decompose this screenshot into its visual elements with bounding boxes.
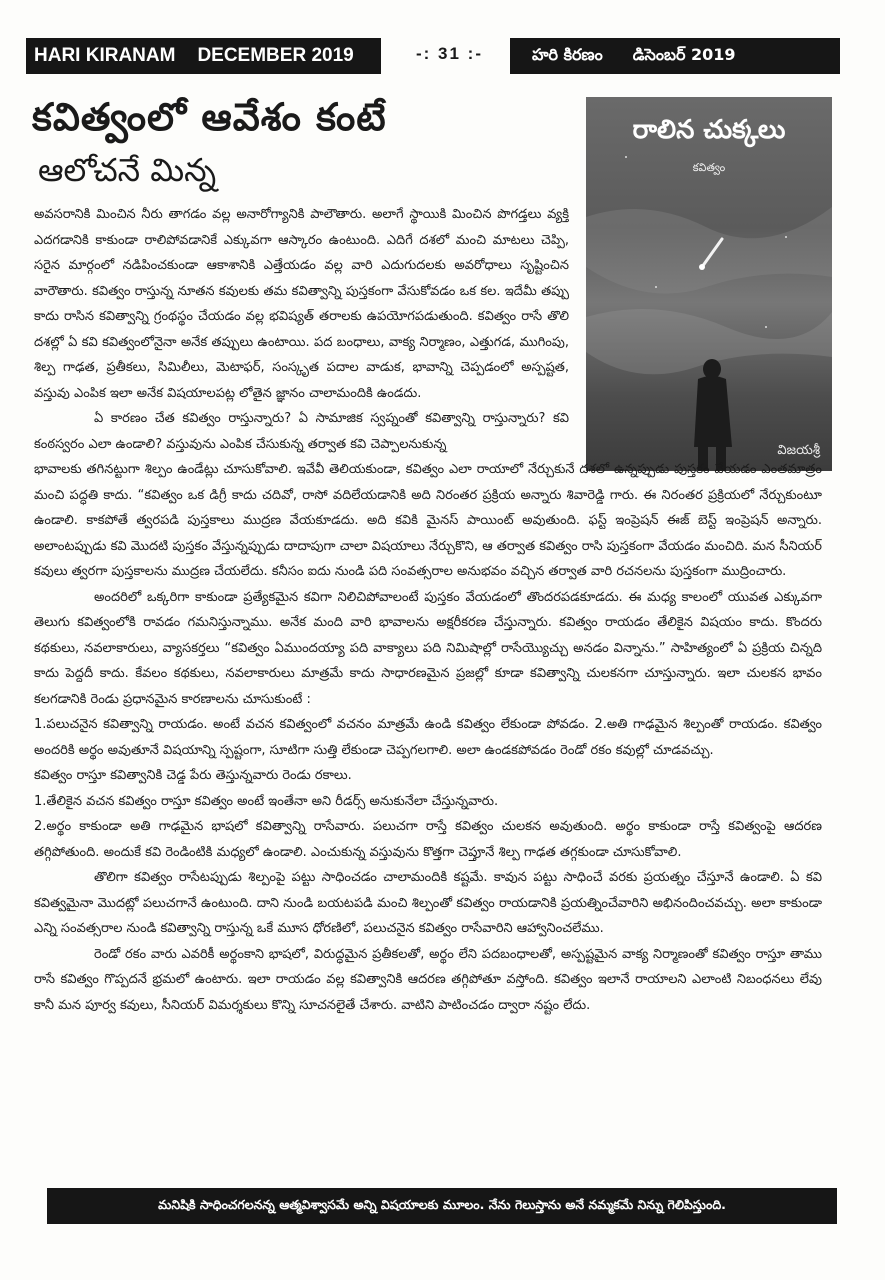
article-title: కవిత్వంలో ఆవేశం కంటే: [32, 95, 387, 139]
paragraph: 1.పలుచనైన కవిత్వాన్ని రాయడం. అంటే వచన కవిత్వంలో వచనం మాత్రమే ఉండి కవిత్వం లేకుండా పోవడం. 2.అతి గాఢమైన శిల్పంతో రాయడం. కవిత్వం అందరికి అర్థం అవుతూనే విషయాన్ని స్పష్టంగా, సూటిగా సుత్తి లేకుండా చెప్పగలగాలి. అలా ఉండకపోవడం రెండో రకం కవుల్లో చూడవచ్చు.: [34, 717, 822, 758]
publication-name-te: హరి కిరణం: [532, 44, 603, 64]
page-number: -: 31 :-: [416, 44, 483, 63]
cover-author: విజయశ్రీ: [777, 443, 820, 458]
article-body: [34, 202, 822, 1018]
paragraph: 2.అర్థం కాకుండా అతి గాఢమైన భాషలో కవిత్వాన్ని రాసేవారు. పలుచగా రాస్తే కవిత్వం చులకన అవుతుంది. అర్థం కాకుండా రాస్తే కవిత్వంపై ఆదరణ తగ్గిపోతుంది. అందుకే కవి రెండింటికి మధ్యలో ఉండాలి. ఎంచుకున్న వస్తువును కొత్తగా చెప్తూనే శిల్ప గాఢత తగ్గకుండా చూసుకోవాలి.: [34, 819, 822, 860]
paragraph: అందరిలో ఒక్కరిగా కాకుండా ప్రత్యేకమైన కవిగా నిలిచిపోవాలంటే పుస్తకం వేయడంలో తొందరపడకూడదు. ఈ మధ్య కాలంలో యువత ఎక్కువగా తెలుగు కవిత్వంలోకి రావడం గమనిస్తున్నాము. అనేక మంది వారి భావాలను అక్షరీకరణ చేస్తున్నారు. కవిత్వం రాయడం తేలికైన విషయం కాదు. కొందరు కథకులు, నవలాకారులు, వ్యాసకర్తలు “కవిత్వం ఏముందయ్యా పది వాక్యాలు పది నిమిషాల్లో రాసేయ్యొచ్చు అనడం విన్నాను.” సాహిత్యంలో ఏ ప్రక్రియ చిన్నది కాదు పెద్దదీ కాదు. కేవలం కథకులు, నవలాకారులు మాత్రమే కాదు సాధారణమైన ప్రజల్లో కూడా కవిత్వాన్ని చులకనగా చూస్తున్నారు. ఇలా చులకన భావం కలగడానికి రెండు ప్రధానమైన కారణాలను చూసుకుంటే :: [34, 589, 822, 707]
article-subtitle: ఆలోచనే మిన్న: [38, 151, 217, 189]
header-left-band: [26, 38, 381, 74]
footer-quote: మనిషికి సాధించగలనన్న ఆత్మవిశ్వాసమే అన్ని విషయాలకు మూలం. నేను గెలుస్తాను అనే నమ్మకమే నిన్ను గెలిపిస్తుంది.: [158, 1196, 726, 1212]
publication-name-en: HARI KIRANAM: [34, 45, 176, 66]
paragraph: అవసరానికి మించిన నీరు తాగడం వల్ల అనారోగ్యానికి పాలౌతారు. అలాగే స్థాయికి మించిన పొగడ్తలు వ్యక్తి ఎదగడానికి కాకుండా రాలిపోవడానికే ఎక్కువగా ఆస్కారం ఉంటుంది. ఎదిగే దశలో మంచి మాటలు చెప్పి, సరైన మార్గంలో నడిపించకుండా ఆకాశానికి ఎత్తేయడం వల్ల వారి ఎదుగుదలకు అవరోధాలు సృష్టించిన వారౌతారు. కవిత్వం రాస్తున్న నూతన కవులకు తమ కవిత్వాన్ని పుస్తకంగా వేసుకోవడం ఒక కల. ఇదేమీ తప్పు కాదు రాసిన కవిత్వాన్ని గ్రంథస్థం చేయడం వల్ల భవిష్యత్ తరాలకు ఉపయోగపడుతుంది. కవిత్వం రాసే తొలి దశల్లో ఏ కవి కవిత్వంలోనైనా అనేక తప్పులు ఉంటాయి. పద బంధాలు, వాక్య నిర్మాణం, ఎత్తుగడ, ముగింపు, శిల్ప గాఢత, ప్రతీకలు, సిమిలీలు, మెటాఫర్, సంస్కృత పదాల వాడుక, భావాన్ని చెప్పడంలో అస్పష్టత, వస్తువు ఎంపిక ఇలా అనేక విషయాలపట్ల లోతైన జ్ఞానం చాలామందికి ఉండదు.: [34, 207, 569, 401]
header-right-band: [510, 38, 840, 74]
page-header: [26, 38, 840, 74]
cover-subtitle: కవిత్వం: [692, 161, 726, 174]
footer-quote-band: [47, 1188, 837, 1224]
issue-month-te: డిసెంబర్ 2019: [632, 44, 736, 64]
paragraph: 1.తేలికైన వచన కవిత్వం రాస్తూ కవిత్వం అంటే ఇంతేనా అని రీడర్స్ అనుకునేలా చేస్తున్నవారు.: [34, 793, 499, 809]
paragraph: ఏ కారణం చేత కవిత్వం రాస్తున్నారు? ఏ సామాజిక స్వప్నంతో కవిత్వాన్ని రాస్తున్నారు? కవి కంఠస్వరం ఎలా ఉండాలి? వస్తువును ఎంపిక చేసుకున్న తర్వాత కవి చెప్పాలనుకున్న: [34, 411, 569, 452]
cover-title: రాలిన చుక్కలు: [632, 115, 786, 145]
paragraph: రెండో రకం వారు ఎవరికీ అర్థంకాని భాషలో, విరుద్ధమైన ప్రతీకలతో, అర్థం లేని పదబంధాలతో, అస్పష్టమైన వాక్య నిర్మాణంతో కవిత్వం రాస్తూ తాము రాసే కవిత్వం గొప్పదనే భ్రమలో ఉంటారు. ఇలా రాయడం వల్ల కవిత్వానికి ఆదరణ తగ్గిపోతూ వస్తోంది. కవిత్వం ఇలానే రాయాలని ఎలాంటి నిబంధనలు లేవు కానీ మన పూర్వ కవులు, సీనియర్ విమర్శకులు కొన్ని సూచనలైతే చేశారు. వాటిని పాటించడం ద్వారా నష్టం లేదు.: [34, 946, 822, 1013]
paragraph: తొలిగా కవిత్వం రాసేటప్పుడు శిల్పంపై పట్టు సాధించడం చాలామందికి కష్టమే. కావున పట్టు సాధించే వరకు ప్రయత్నం చేస్తూనే ఉండాలి. ఏ కవి కవిత్వమైనా మొదట్లో పలుచగానే ఉంటుంది. దాని నుండి బయటపడి మంచి శిల్పంతో కవిత్వం రాయడానికి ప్రయత్నించేవారిని అభినందించవచ్చు. అలా కాకుండా ఎన్ని సంవత్సరాల నుండి కవిత్వాన్ని రాస్తున్న ఒకే మూస ధోరణిలో, పలుచనైన కవిత్వం రాసేవారిని ఆహ్వానించలేము.: [34, 870, 822, 936]
paragraph: కవిత్వం రాస్తూ కవిత్వానికి చెడ్డ పేరు తెస్తున్నవారు రెండు రకాలు.: [34, 768, 352, 783]
issue-month-en: DECEMBER 2019: [197, 45, 354, 66]
paragraph: భావాలకు తగినట్టుగా శిల్పం ఉండేట్లు చూసుకోవాలి. ఇవేవీ తెలియకుండా, కవిత్వం ఎలా రాయాలో నేర్చుకునే దశలో ఉన్నప్పుడు పుస్తకం వేయడం ఎంతమాత్రం మంచి పద్ధతి కాదు. “కవిత్వం ఒక డిగ్రీ కాదు చదివో, రాసో వదిలేయడానికి అది నిరంతర ప్రక్రియ అన్నారు శివారెడ్డి గారు. ఈ నిరంతర ప్రక్రియలో నేర్చుకుంటూ ఉండాలి. కాకపోతే త్వరపడి పుస్తకాలు ముద్రణ వేయకూడదు. అది కవికి మైనస్ పాయింట్ అవుతుంది. ఫస్ట్ ఇంప్రెషన్ ఈజ్ బెస్ట్ ఇంప్రెషన్ అన్నారు. అలాంటప్పుడు కవి మొదటి పుస్తకం వేస్తున్నప్పుడు దాదాపుగా చాలా విషయాలు నేర్చుకొని, ఆ తర్వాత కవిత్వం రాసి పుస్తకంగా వేయడం మంచిది. మన సీనియర్ కవులు త్వరగా పుస్తకాలను ముద్రణ చేయలేదు. కనీసం ఐదు నుండి పది సంవత్సరాల అనుభవం వచ్చిన తర్వాత వారి రచనలను పుస్తకంగా ముద్రించారు.: [34, 462, 822, 579]
